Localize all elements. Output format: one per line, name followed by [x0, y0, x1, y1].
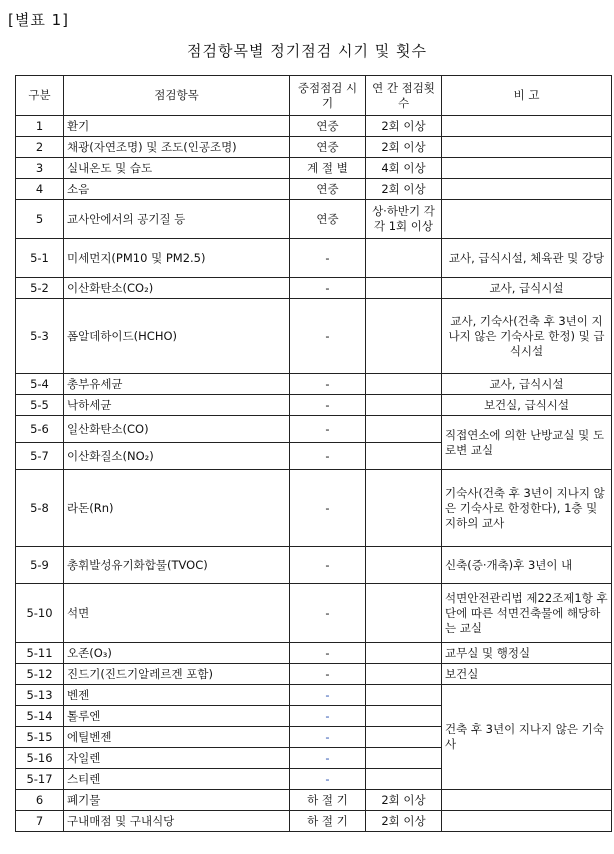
row-count	[366, 584, 442, 643]
table-row	[16, 158, 612, 179]
row-no: 5-5	[16, 395, 64, 416]
row-count	[366, 443, 442, 470]
row-no: 7	[16, 811, 64, 832]
row-item: 이산화탄소(CO₂)	[64, 278, 290, 299]
row-note: 교무실 및 행정실	[442, 643, 612, 664]
row-count	[366, 470, 442, 547]
header-row	[16, 76, 612, 116]
row-no: 5-17	[16, 769, 64, 790]
row-no: 5	[16, 200, 64, 239]
table-row	[16, 395, 612, 416]
row-timing: -	[290, 278, 366, 299]
row-count: 2회 이상	[366, 790, 442, 811]
table-row	[16, 584, 612, 643]
header-note: 비 고	[442, 76, 612, 116]
row-count	[366, 416, 442, 443]
row-item: 구내매점 및 구내식당	[64, 811, 290, 832]
row-no: 2	[16, 137, 64, 158]
row-count	[366, 727, 442, 748]
row-no: 5-8	[16, 470, 64, 547]
row-count	[366, 239, 442, 278]
table-row	[16, 790, 612, 811]
row-item: 라돈(Rn)	[64, 470, 290, 547]
header-item: 점검항목	[64, 76, 290, 116]
row-no: 5-6	[16, 416, 64, 443]
table-row	[16, 299, 612, 374]
table-row	[16, 470, 612, 547]
row-item: 교사안에서의 공기질 등	[64, 200, 290, 239]
row-note: 교사, 기숙사(건축 후 3년이 지나지 않은 기숙사로 한정) 및 급식시설	[442, 299, 612, 374]
row-item: 이산화질소(NO₂)	[64, 443, 290, 470]
row-item: 자일렌	[64, 748, 290, 769]
row-no: 5-4	[16, 374, 64, 395]
row-item: 채광(자연조명) 및 조도(인공조명)	[64, 137, 290, 158]
row-timing: 연중	[290, 200, 366, 239]
row-count	[366, 395, 442, 416]
row-timing: -	[290, 748, 366, 769]
row-no: 5-10	[16, 584, 64, 643]
row-timing: -	[290, 769, 366, 790]
row-note: 교사, 급식시설, 체육관 및 강당	[442, 239, 612, 278]
row-note	[442, 116, 612, 137]
row-no: 5-11	[16, 643, 64, 664]
row-timing: -	[290, 470, 366, 547]
row-no: 1	[16, 116, 64, 137]
row-count: 2회 이상	[366, 811, 442, 832]
row-timing: -	[290, 706, 366, 727]
row-timing: -	[290, 443, 366, 470]
row-timing: -	[290, 299, 366, 374]
row-note: 신축(증·개축)후 3년이 내	[442, 547, 612, 584]
row-no: 5-13	[16, 685, 64, 706]
row-count: 2회 이상	[366, 179, 442, 200]
table-row	[16, 200, 612, 239]
row-no: 5-1	[16, 239, 64, 278]
row-count: 2회 이상	[366, 116, 442, 137]
table-row	[16, 416, 612, 443]
row-note	[442, 158, 612, 179]
row-item: 진드기(진드기알레르겐 포함)	[64, 664, 290, 685]
row-note	[442, 200, 612, 239]
table-row	[16, 116, 612, 137]
row-item: 낙하세균	[64, 395, 290, 416]
row-note: 보건실	[442, 664, 612, 685]
row-item: 에틸벤젠	[64, 727, 290, 748]
row-count: 2회 이상	[366, 137, 442, 158]
row-count	[366, 278, 442, 299]
row-item: 오존(O₃)	[64, 643, 290, 664]
table-row	[16, 643, 612, 664]
row-item: 스티렌	[64, 769, 290, 790]
row-note: 교사, 급식시설	[442, 374, 612, 395]
row-count	[366, 664, 442, 685]
table-row	[16, 137, 612, 158]
table-row	[16, 811, 612, 832]
row-item: 벤젠	[64, 685, 290, 706]
row-timing: 연중	[290, 137, 366, 158]
row-no: 5-14	[16, 706, 64, 727]
annex-tag: [별표 1]	[8, 11, 69, 29]
table-row	[16, 374, 612, 395]
row-item: 톨루엔	[64, 706, 290, 727]
row-no: 5-3	[16, 299, 64, 374]
row-count: 상·하반기 각각 1회 이상	[366, 200, 442, 239]
row-timing: -	[290, 685, 366, 706]
row-item: 총휘발성유기화합물(TVOC)	[64, 547, 290, 584]
row-timing: 계 절 별	[290, 158, 366, 179]
row-count	[366, 547, 442, 584]
row-timing: -	[290, 727, 366, 748]
row-item: 폼알데하이드(HCHO)	[64, 299, 290, 374]
row-item: 폐기물	[64, 790, 290, 811]
row-timing: 연중	[290, 116, 366, 137]
row-item: 소음	[64, 179, 290, 200]
row-count	[366, 374, 442, 395]
row-timing: -	[290, 664, 366, 685]
row-timing: -	[290, 584, 366, 643]
row-note-merged: 직접연소에 의한 난방교실 및 도로변 교실	[442, 416, 612, 470]
row-count: 4회 이상	[366, 158, 442, 179]
row-count	[366, 299, 442, 374]
row-timing: 하 절 기	[290, 811, 366, 832]
row-timing: -	[290, 239, 366, 278]
row-no: 5-7	[16, 443, 64, 470]
row-item: 환기	[64, 116, 290, 137]
table-row	[16, 278, 612, 299]
row-note: 보건실, 급식시설	[442, 395, 612, 416]
row-count	[366, 685, 442, 706]
row-timing: -	[290, 547, 366, 584]
row-no: 5-15	[16, 727, 64, 748]
row-timing: -	[290, 374, 366, 395]
row-note-merged: 건축 후 3년이 지나지 않은 기숙사	[442, 685, 612, 790]
row-count	[366, 643, 442, 664]
row-note: 교사, 급식시설	[442, 278, 612, 299]
row-no: 3	[16, 158, 64, 179]
row-count	[366, 769, 442, 790]
row-no: 5-16	[16, 748, 64, 769]
row-note	[442, 137, 612, 158]
row-no: 5-2	[16, 278, 64, 299]
row-timing: 연중	[290, 179, 366, 200]
header-count: 연 간 점검횟수	[366, 76, 442, 116]
table-row	[16, 239, 612, 278]
document-title: 점검항목별 정기점검 시기 및 횟수	[187, 42, 427, 60]
table-row	[16, 179, 612, 200]
header-no: 구분	[16, 76, 64, 116]
row-note	[442, 179, 612, 200]
row-item: 석면	[64, 584, 290, 643]
row-no: 4	[16, 179, 64, 200]
row-no: 5-12	[16, 664, 64, 685]
row-count	[366, 748, 442, 769]
row-item: 실내온도 및 습도	[64, 158, 290, 179]
row-note: 기숙사(건축 후 3년이 지나지 않은 기숙사로 한정한다), 1층 및 지하의 교사	[442, 470, 612, 547]
inspection-table	[15, 75, 612, 832]
row-timing: -	[290, 643, 366, 664]
header-timing: 중점점검 시 기	[290, 76, 366, 116]
row-note	[442, 790, 612, 811]
row-timing: -	[290, 416, 366, 443]
row-item: 일산화탄소(CO)	[64, 416, 290, 443]
row-note: 석면안전관리법 제22조제1항 후단에 따른 석면건축물에 해당하는 교실	[442, 584, 612, 643]
table-row	[16, 664, 612, 685]
row-no: 6	[16, 790, 64, 811]
row-item: 미세먼지(PM10 및 PM2.5)	[64, 239, 290, 278]
row-count	[366, 706, 442, 727]
table-row	[16, 547, 612, 584]
row-no: 5-9	[16, 547, 64, 584]
row-item: 총부유세균	[64, 374, 290, 395]
row-timing: 하 절 기	[290, 790, 366, 811]
table-row	[16, 685, 612, 706]
row-note	[442, 811, 612, 832]
row-timing: -	[290, 395, 366, 416]
